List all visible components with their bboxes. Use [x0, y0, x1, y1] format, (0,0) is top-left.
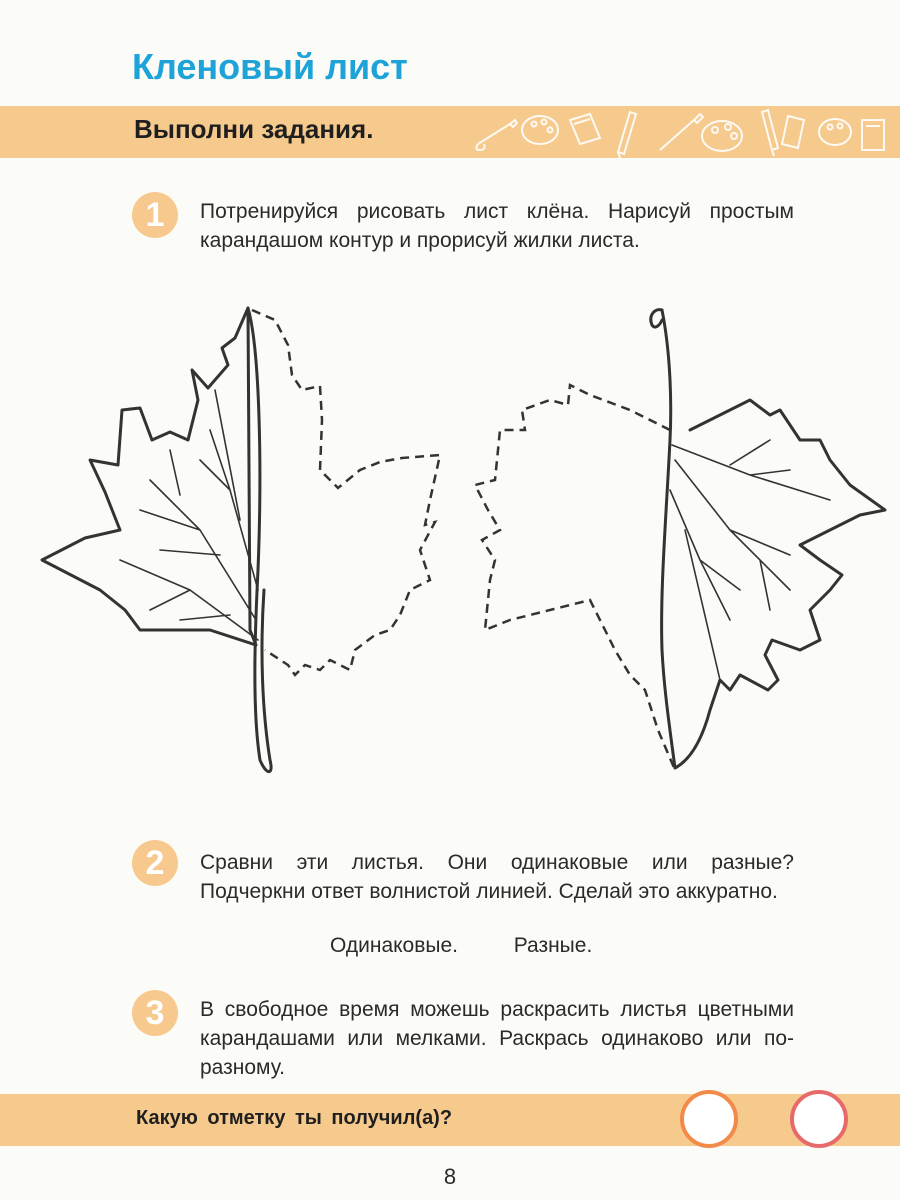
- book-icon: [570, 114, 600, 144]
- task-number-3: 3: [132, 990, 178, 1036]
- grade-question: Какую отметку ты получил(а)?: [136, 1107, 453, 1129]
- answer-different[interactable]: Разные.: [513, 934, 593, 957]
- left-maple-leaf: [42, 308, 271, 772]
- grade-circle-1[interactable]: [680, 1090, 738, 1148]
- book-icon: [782, 116, 804, 148]
- task-number-1: 1: [132, 192, 178, 238]
- task-3-text: В свободное время можешь раскрасить листья цветными карандашами или мелками. Раскрась одинаково или по-разному.: [200, 998, 794, 1079]
- maple-leaves-drawing: [30, 290, 890, 790]
- grade-circle-2[interactable]: [790, 1090, 848, 1148]
- brush-icon: [660, 114, 703, 150]
- instructions-heading: Выполни задания.: [134, 114, 374, 144]
- left-leaf-dashed-outline: [252, 310, 440, 675]
- task-1-text: Потренируйся рисовать лист клёна. Нарисуй простым карандашом контур и прорисуй жилки листа.: [200, 200, 794, 252]
- pencil-icon: [762, 110, 778, 156]
- task-number-2: 2: [132, 840, 178, 886]
- answer-same[interactable]: Одинаковые.: [330, 934, 458, 957]
- answer-options: [330, 934, 592, 958]
- page-number: 8: [443, 1164, 457, 1189]
- task-2-text: Сравни эти листья. Они одинаковые или разные? Подчеркни ответ волнистой линией. Сделай это аккуратно.: [200, 851, 794, 903]
- art-supplies-decoration: [470, 102, 890, 162]
- pencil-icon: [618, 112, 636, 158]
- palette-icon: [702, 121, 742, 151]
- right-leaf-dashed-outline: [475, 385, 675, 770]
- book-icon: [862, 120, 884, 150]
- right-maple-leaf: [651, 310, 885, 768]
- brush-icon: [476, 120, 517, 150]
- page-title: Кленовый лист: [132, 46, 408, 87]
- palette-icon: [522, 116, 558, 144]
- palette-icon: [819, 119, 851, 145]
